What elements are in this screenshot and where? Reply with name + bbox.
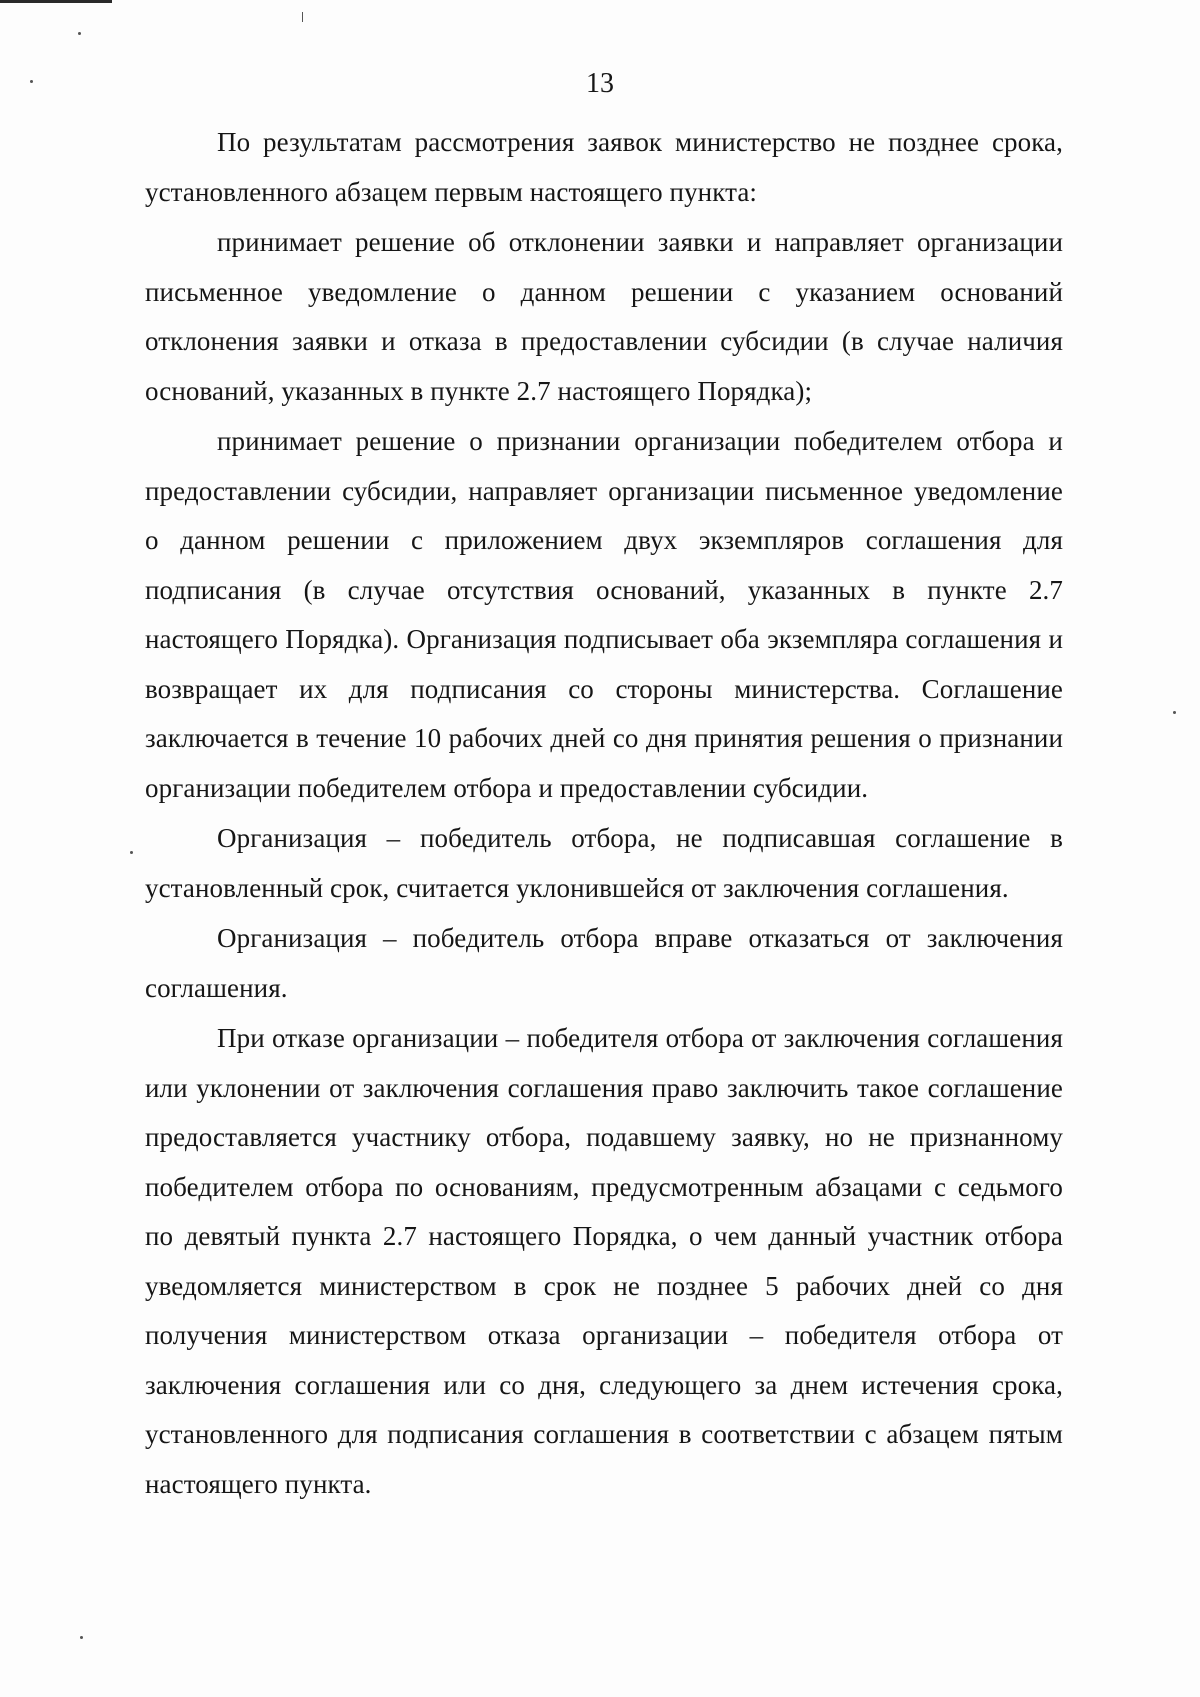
scan-speck [78,32,81,35]
page-number: 13 [586,68,614,99]
paragraph-right-to-refuse: Организация – победитель отбора вправе отказаться от заключения соглашения. [145,923,1063,1003]
paragraph-winner-decision: принимает решение о признании организации победителем отбора и предоставлении субсидии, направляет организации письменное уведомление о данном решении с приложением двух экземпляров соглашения для подписания (в случае отсутствия оснований, указанных в пункте 2.7 настоящего Порядка). Организация подписывает оба экземпляра соглашения и возвращает их для подписания со стороны министерства. Соглашение заключается в течение 10 рабочих дней со дня принятия решения о признании организации победителем отбора и предоставлении субсидии. [145,426,1063,803]
scan-edge-mark [0,0,112,3]
paragraph-review-results: По результатам рассмотрения заявок министерство не позднее срока, установленного абзацем первым настоящего пункта: [145,127,1063,207]
scan-speck [130,851,133,854]
scan-speck [1173,711,1176,714]
scan-tick-mark [302,12,303,22]
scan-speck [80,1636,83,1639]
document-body [145,118,1063,1509]
paragraph-evasion: Организация – победитель отбора, не подписавшая соглашение в установленный срок, считается уклонившейся от заключения соглашения. [145,823,1063,903]
paragraph-refusal-consequences: При отказе организации – победителя отбора от заключения соглашения или уклонении от заключения соглашения право заключить такое соглашение предоставляется участнику отбора, подавшему заявку, но не признанному победителем отбора по основаниям, предусмотренным абзацами с седьмого по девятый пункта 2.7 настоящего Порядка, о чем данный участник отбора уведомляется министерством в срок не позднее 5 рабочих дней со дня получения министерством отказа организации – победителя отбора от заключения соглашения или со дня, следующего за днем истечения срока, установленного для подписания соглашения в соответствии с абзацем пятым настоящего пункта. [145,1023,1063,1499]
paragraph-rejection-decision: принимает решение об отклонении заявки и направляет организации письменное уведомление о данном решении с указанием оснований отклонения заявки и отказа в предоставлении субсидии (в случае наличия оснований, указанных в пункте 2.7 настоящего Порядка); [145,227,1063,406]
